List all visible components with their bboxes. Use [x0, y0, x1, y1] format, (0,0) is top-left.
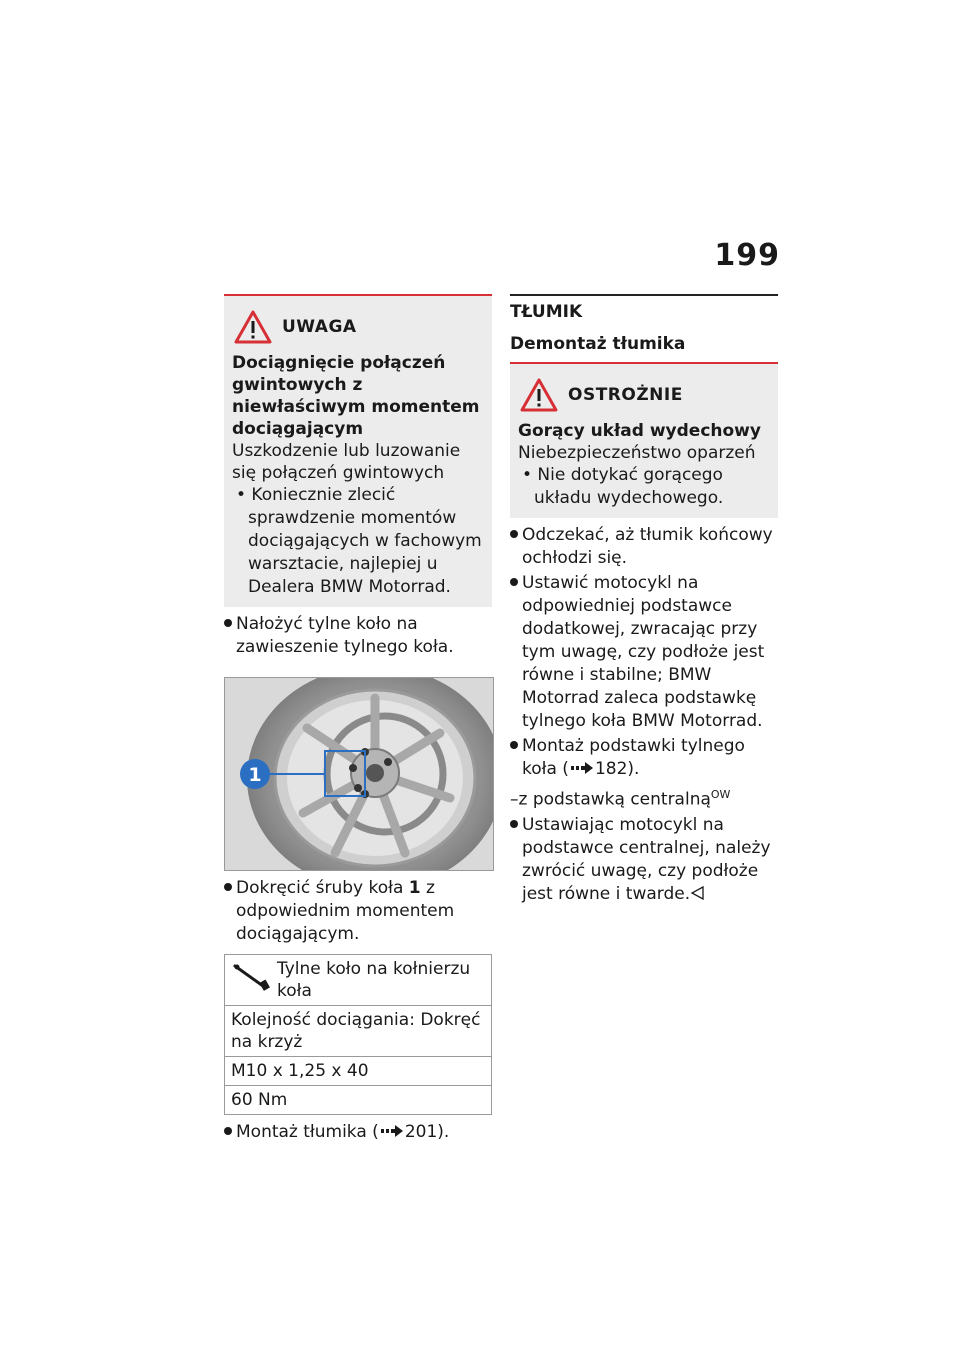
step-mount-muffler: Montaż tłumika ( 201). — [224, 1121, 492, 1144]
spec-title: Tylne koło na kołnierzu koła — [277, 959, 471, 1001]
warning-title: UWAGA — [282, 317, 357, 337]
bullet-dot — [510, 741, 518, 749]
subsection-title: Demontaż tłumika — [510, 334, 686, 354]
step-mount-stand: Montaż podstawki tylnego koła ( 182). — [510, 735, 778, 781]
left-column — [224, 294, 492, 1144]
caution-consequence: Niebezpieczeństwo oparzeń — [518, 443, 756, 463]
bolt-callout-ref: 1 — [408, 878, 421, 898]
spec-title-row — [225, 955, 491, 1005]
caution-triangle-icon — [520, 378, 558, 412]
bullet-dot — [510, 578, 518, 586]
bullet-dot — [224, 1127, 232, 1135]
step-cool-down: Odczekać, aż tłumik końcowy ochłodzi się. — [510, 524, 778, 570]
rear-wheel-image — [225, 678, 493, 870]
step-position-bike: Ustawić motocykl na odpowiedniej podstawce dodatkowej, zwracając przy tym uwagę, czy podłoże jest równe i stabilne; BMW Motorrad zaleca podstawkę tylnego koła BMW Motorrad. — [510, 572, 778, 733]
caution-instruction: • Nie dotykać gorącego układu wydechowego. — [522, 465, 724, 508]
right-column — [510, 294, 778, 906]
figure-callout-number: 1 — [248, 764, 262, 786]
reference-arrow-icon[interactable] — [571, 762, 593, 774]
caution-box — [510, 362, 778, 518]
caution-title: OSTROŻNIE — [568, 385, 683, 405]
page-reference[interactable]: 201). — [404, 1122, 450, 1142]
caution-hazard: Gorący układ wydechowy — [518, 421, 761, 441]
warning-instruction: • Koniecznie zlecić sprawdzenie momentów dociągających w fachowym warsztacie, najlepiej u Dealera BMW Motorrad. — [236, 485, 482, 597]
warning-header — [232, 310, 484, 344]
reference-arrow-icon[interactable] — [381, 1125, 403, 1137]
torque-spec-table — [224, 954, 492, 1115]
bullet-dot — [510, 820, 518, 828]
warning-consequence: Uszkodzenie lub luzowanie się połączeń gwintowych — [232, 441, 461, 483]
warning-hazard: Dociągnięcie połączeń gwintowych z niewłaściwym momentem dociągającym — [232, 353, 480, 439]
page-number: 199 — [714, 238, 780, 273]
warning-triangle-icon — [234, 310, 272, 344]
caution-header — [518, 378, 770, 412]
spec-bolt-row: M10 x 1,25 x 40 — [225, 1056, 491, 1085]
option-code: OW — [710, 788, 731, 801]
section-title: TŁUMIK — [510, 294, 778, 322]
bullet-dot — [224, 883, 232, 891]
warning-box — [224, 294, 492, 607]
step-tighten-bolts: Dokręcić śruby koła 1 z odpowiednim momentem dociągającym. — [224, 877, 492, 946]
end-of-section-icon — [690, 886, 704, 900]
option-center-stand: –z podstawką centralną$^{OW}$ — [510, 788, 731, 810]
spec-order-row: Kolejność dociągania: Dokręć na krzyż — [225, 1005, 491, 1056]
spec-torque-row: 60 Nm — [225, 1085, 491, 1114]
torque-wrench-icon — [231, 960, 273, 992]
wheel-figure — [224, 677, 494, 871]
bullet-dot — [510, 530, 518, 538]
bullet-dot — [224, 619, 232, 627]
page-reference[interactable]: 182). — [594, 759, 640, 779]
step-mount-wheel: Nałożyć tylne koło na zawieszenie tylnego koła. — [224, 613, 492, 659]
step-center-stand: Ustawiając motocykl na podstawce centralnej, należy zwrócić uwagę, czy podłoże jest równe i twarde. — [510, 814, 778, 906]
